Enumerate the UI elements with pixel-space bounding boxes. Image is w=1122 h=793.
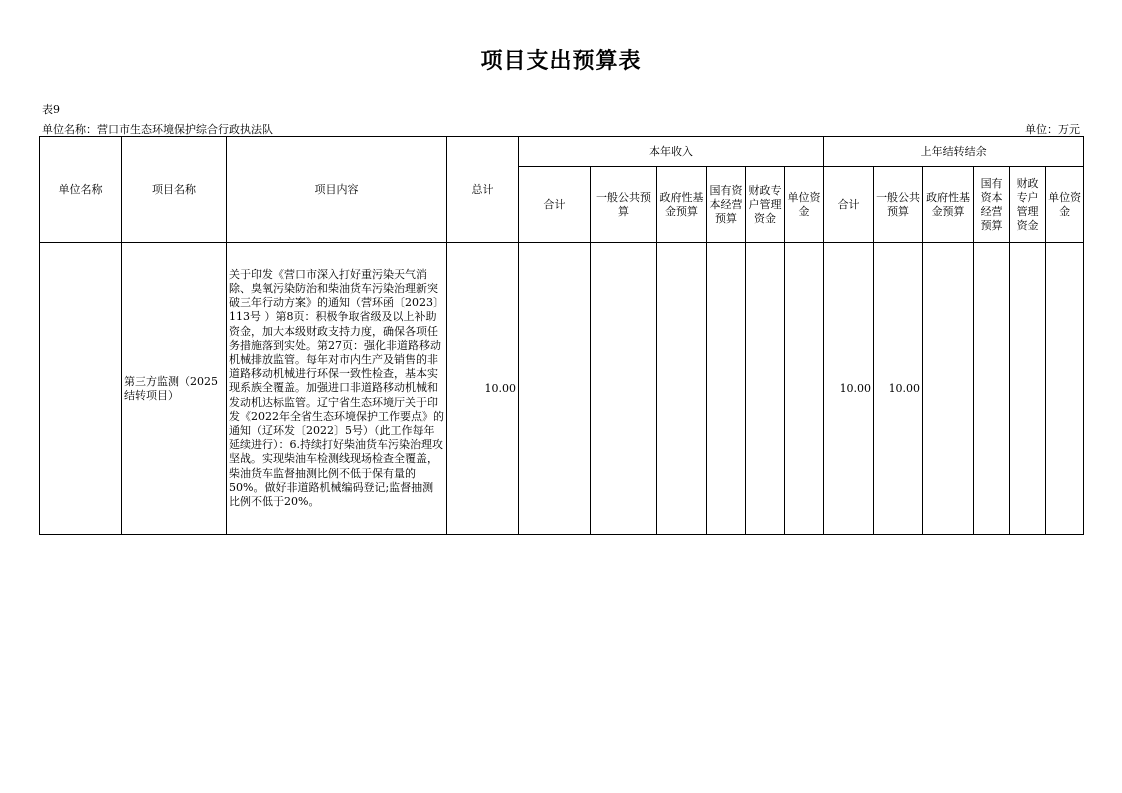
header-current-state-capital: 国有资本经营预算	[707, 167, 746, 243]
header-unit-name: 单位名称	[40, 137, 122, 243]
header-total: 总计	[447, 137, 519, 243]
table-number: 表9	[42, 103, 60, 116]
row-current-gov-fund	[657, 243, 707, 535]
header-carryover-state-capital: 国有资本经营预算	[974, 167, 1010, 243]
row-carryover-general-budget: 10.00	[874, 243, 923, 535]
unit-name-label: 单位名称：营口市生态环境保护综合行政执法队	[42, 123, 273, 136]
row-total: 10.00	[447, 243, 519, 535]
row-current-general-budget	[591, 243, 657, 535]
row-carryover-unit-fund	[1046, 243, 1084, 535]
header-current-gov-fund: 政府性基金预算	[657, 167, 707, 243]
row-current-fiscal-special	[746, 243, 785, 535]
header-carryover-general-budget: 一般公共预算	[874, 167, 923, 243]
table-row	[40, 243, 1084, 535]
row-unit-name	[40, 243, 122, 535]
row-carryover-fiscal-special	[1010, 243, 1046, 535]
header-current-general-budget: 一般公共预算	[591, 167, 657, 243]
row-carryover-gov-fund	[923, 243, 974, 535]
row-carryover-total: 10.00	[824, 243, 874, 535]
header-carryover-unit-fund: 单位资金	[1046, 167, 1084, 243]
row-project-name: 第三方监测（2025结转项目）	[122, 243, 227, 535]
header-project-name: 项目名称	[122, 137, 227, 243]
header-current-income: 本年收入	[519, 137, 824, 167]
row-project-content: 关于印发《营口市深入打好重污染天气消除、臭氧污染防治和柴油货车污染治理新突破三年行动方案》的通知（营环函〔2023〕113号 ）第8页：积极争取省级及以上补助资金，加大本级财政支持力度，确保各项任务措施落到实处。第27页：强化非道路移动机械排放监管。每年对市内生产及销售的非道路移动机械进行环保一致性检查，基本实现系族全覆盖。加强进口非道路移动机械和发动机达标监管。辽宁省生态环境厅关于印发《2022年全省生态环境保护工作要点》的通知（辽环发〔2022〕5号）（此工作每年延续进行）：6.持续打好柴油货车污染治理攻坚战。实现柴油车检测线现场检查全覆盖，柴油货车监督抽测比例不低于保有量的50%。做好非道路机械编码登记;监督抽测比例不低于20%。	[227, 243, 447, 535]
header-carryover-fiscal-special: 财政专户管理资金	[1010, 167, 1046, 243]
header-current-fiscal-special: 财政专户管理资金	[746, 167, 785, 243]
header-project-content: 项目内容	[227, 137, 447, 243]
currency-unit-label: 单位：万元	[1025, 123, 1080, 136]
row-current-total	[519, 243, 591, 535]
header-current-total: 合计	[519, 167, 591, 243]
row-current-unit-fund	[785, 243, 824, 535]
header-current-unit-fund: 单位资金	[785, 167, 824, 243]
header-row-1	[40, 137, 1084, 167]
header-carryover-gov-fund: 政府性基金预算	[923, 167, 974, 243]
row-carryover-state-capital	[974, 243, 1010, 535]
header-carryover-total: 合计	[824, 167, 874, 243]
page-title: 项目支出预算表	[480, 48, 642, 74]
project-budget-table	[39, 136, 1084, 535]
row-current-state-capital	[707, 243, 746, 535]
header-carryover: 上年结转结余	[824, 137, 1084, 167]
